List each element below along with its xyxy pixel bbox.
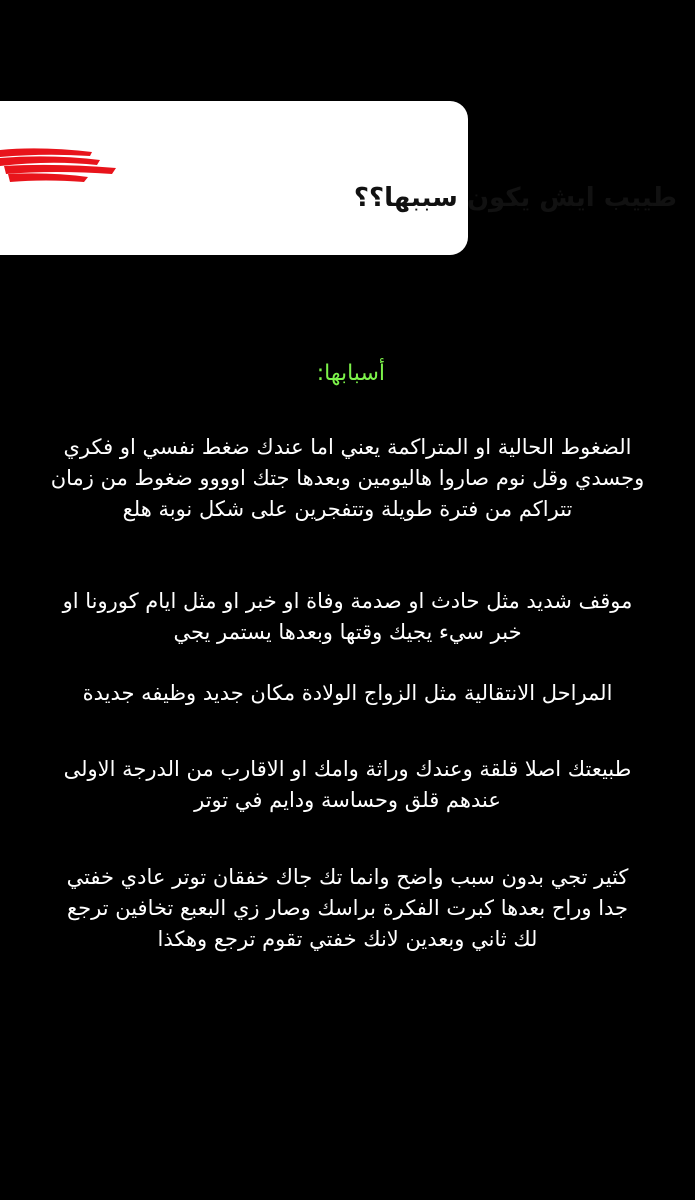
answer-paragraph [20,862,675,955]
paragraph-line: كثير تجي بدون سبب واضح وانما تك جاك خفقان توتر عادي خفتي [66,865,629,889]
paragraph-line: جدا وراح بعدها كبرت الفكرة براسك وصار زي البعبع تخافين ترجع [66,896,629,920]
paragraph-line: وجسدي وقل نوم صاروا هاليومين وبعدها جتك اوووو ضغوط من زمان [50,466,645,490]
paragraph-line: خبر سيء يجيك وقتها وبعدها يستمر يجي [173,620,522,644]
redaction-scribble [0,144,118,184]
answer-paragraph [20,678,675,709]
answer-paragraph [20,754,675,816]
answer-paragraph [20,432,675,525]
paragraph-line: لك ثاني وبعدين لانك خفتي تقوم ترجع وهكذا [157,927,538,951]
paragraph-line: طبيعتك اصلا قلقة وعندك وراثة وامك او الاقارب من الدرجة الاولى [63,757,632,781]
answer-paragraph [20,586,675,648]
paragraph-line: المراحل الانتقالية مثل الزواج الولادة مكان جديد وظيفه جديدة [82,681,613,705]
paragraph-line: موقف شديد مثل حادث او صدمة وفاة او خبر او مثل ايام كورونا او [62,589,633,613]
paragraph-line: عندهم قلق وحساسة ودايم في توتر [194,788,501,812]
question-text: طييب ايش يكون سببها؟؟ [353,183,677,213]
answer-heading: أسبابها: [316,361,385,386]
paragraph-line: تتراكم من فترة طويلة وتتفجرين على شكل نوبة هلع [122,497,573,521]
paragraph-line: الضغوط الحالية او المتراكمة يعني اما عندك ضغط نفسي او فكري [63,435,632,459]
